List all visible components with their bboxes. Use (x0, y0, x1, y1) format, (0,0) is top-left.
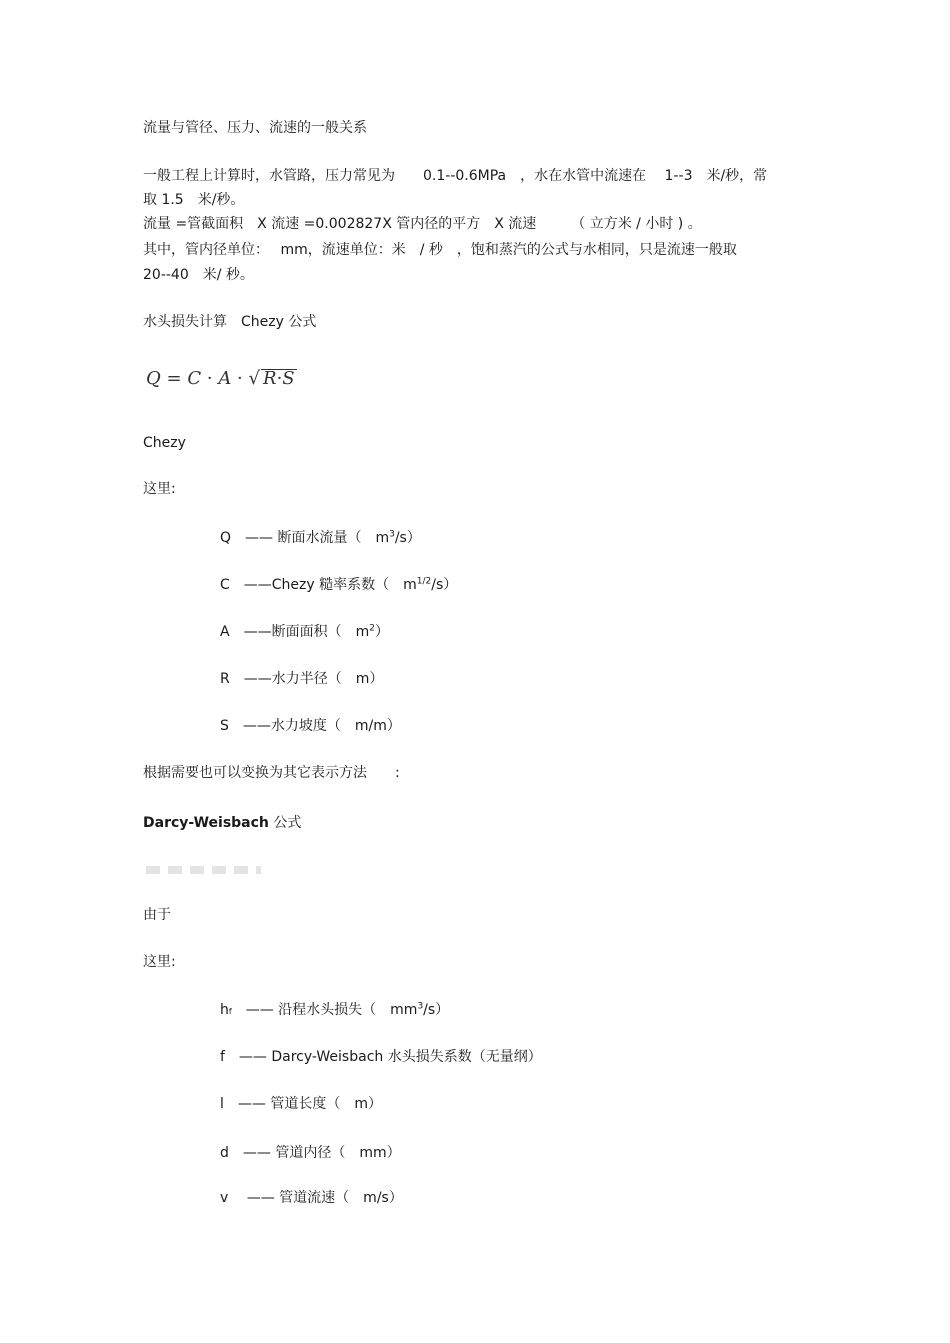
paragraph-pressure-line1: 一般工程上计算时，水管路，压力常见为 0.1--0.6MPa ，水在水管中流速在 1--3 米/秒，常 (143, 168, 768, 184)
section-heading-darcy (143, 814, 301, 832)
here-label-2: 这里: (143, 954, 176, 970)
chezy-item-c: C ——Chezy 糙率系数（ $m^{1/2}/s$） (220, 576, 458, 593)
formula-q: Q (146, 368, 161, 389)
dw-item-v: v —— 管道流速（ m/s） (220, 1190, 403, 1206)
paragraph-pressure-line2: 取 1.5 米/秒。 (143, 192, 245, 208)
paragraph-flow-formula: 流量 =管截面积 X 流速 =0.002827X 管内径的平方 X 流速 （ 立方米 / 小时 ) 。 (143, 216, 702, 232)
paragraph-units-line1: 其中，管内径单位： mm，流速单位：米 / 秒 ，饱和蒸汽的公式与水相同，只是流速一般取 (143, 242, 737, 258)
formula-equals: = (166, 368, 182, 389)
dw-item-hf: hf —— 沿程水头损失（ $mm^3/s$） (220, 1001, 450, 1018)
transform-note: 根据需要也可以变换为其它表示方法 : (143, 765, 400, 781)
formula-radicand (261, 369, 297, 388)
formula-s: S (282, 368, 295, 389)
chezy-label: Chezy (143, 435, 186, 451)
darcy-weisbach-name: Darcy-Weisbach (143, 815, 269, 831)
section-heading-chezy: 水头损失计算 Chezy 公式 (143, 314, 317, 330)
formula-radical: √ (248, 368, 260, 389)
darcy-formula-image (146, 866, 261, 874)
dw-item-d: d —— 管道内径（ mm） (220, 1145, 401, 1161)
formula-a: A (218, 368, 232, 389)
chezy-item-s: S ——水力坡度（ m/m） (220, 718, 401, 734)
formula-c: C (187, 368, 202, 389)
chezy-item-q: Q —— 断面水流量（ $m^3/s$） (220, 529, 421, 546)
darcy-heading-suffix: 公式 (268, 815, 302, 831)
formula-dot-3: · (276, 368, 283, 389)
dw-item-f: f —— Darcy-Weisbach 水头损失系数（无量纲） (220, 1049, 542, 1065)
yield-label: 由于 (143, 907, 171, 923)
here-label-1: 这里: (143, 481, 176, 497)
dw-item-l: l —— 管道长度（ m） (220, 1096, 382, 1112)
formula-r: R (263, 368, 277, 389)
chezy-formula (146, 368, 297, 389)
formula-dot-1: · (206, 368, 213, 389)
formula-dot-2: · (237, 368, 243, 389)
page-title: 流量与管径、压力、流速的一般关系 (143, 120, 367, 136)
paragraph-units-line2: 20--40 米/ 秒。 (143, 267, 254, 283)
chezy-item-r: R ——水力半径（ m） (220, 671, 384, 687)
chezy-item-a: A ——断面面积（ $m^2$） (220, 623, 389, 640)
